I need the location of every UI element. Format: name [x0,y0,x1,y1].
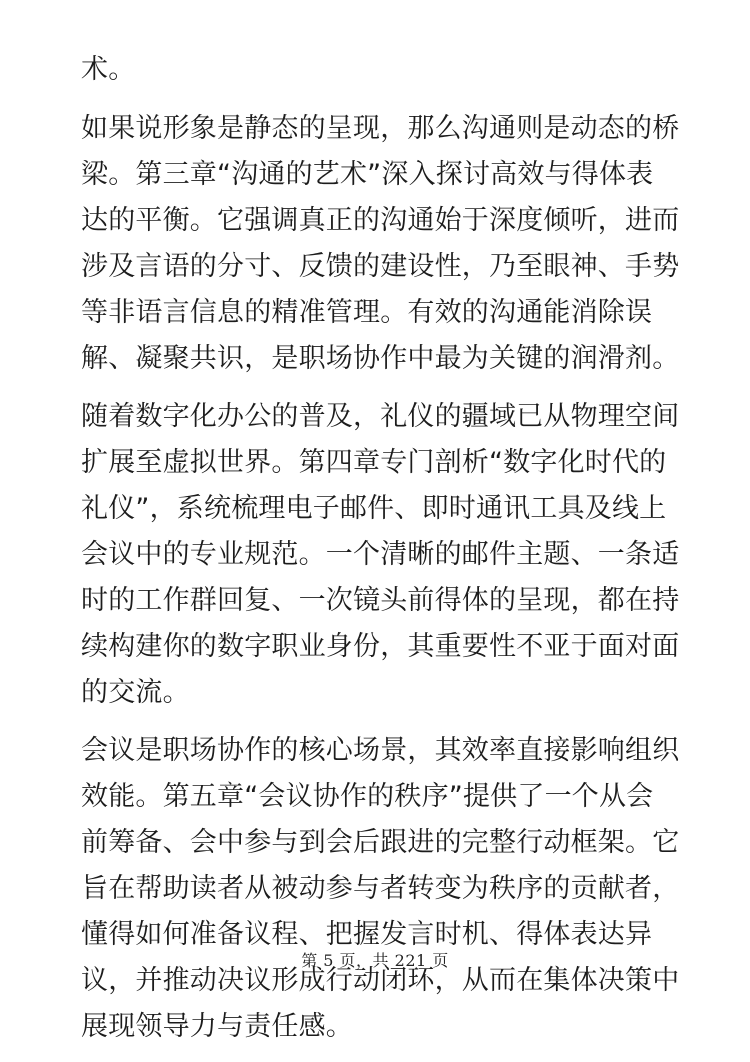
text-line: 术。 [81,54,136,85]
text-line: 懂得如何准备议程、把握发言时机、得体表达异 [81,919,653,950]
text-line: 的交流。 [81,677,190,708]
paragraph-communication [81,106,681,382]
text-line: 议，并推动决议形成行动闭环，从而在集体决策中 [81,965,680,996]
paragraph-fragment [81,47,681,93]
text-line: 会议是职场协作的核心场景，其效率直接影响组织 [81,735,680,766]
text-line: 涉及言语的分寸、反馈的建设性，乃至眼神、手势 [81,251,680,282]
text-line: 如果说形象是静态的呈现，那么沟通则是动态的桥 [81,113,680,144]
text-line: 旨在帮助读者从被动参与者转变为秩序的贡献者， [81,873,680,904]
text-line: 时的工作群回复、一次镜头前得体的呈现，都在持 [81,585,680,616]
text-line: 达的平衡。它强调真正的沟通始于深度倾听，进而 [81,205,680,236]
page-number-footer: 第 5 页，共 221 页 [301,951,449,970]
text-line: 会议中的专业规范。一个清晰的邮件主题、一条适 [81,539,680,570]
paragraph-meetings [81,728,681,1050]
text-line: 随着数字化办公的普及，礼仪的疆域已从物理空间 [81,401,680,432]
text-line: 效能。第五章“会议协作的秩序”提供了一个从会 [81,781,654,812]
paragraph-digital-etiquette [81,394,681,716]
text-line: 梁。第三章“沟通的艺术”深入探讨高效与得体表 [81,159,654,190]
text-line: 展现领导力与责任感。 [81,1011,353,1042]
text-line: 礼仪”，系统梳理电子邮件、即时通讯工具及线上 [81,493,667,524]
text-line: 前筹备、会中参与到会后跟进的完整行动框架。它 [81,827,680,858]
text-line: 等非语言信息的精准管理。有效的沟通能消除误 [81,297,653,328]
document-body [81,47,681,1062]
text-line: 解、凝聚共识，是职场协作中最为关键的润滑剂。 [81,343,680,374]
text-line: 扩展至虚拟世界。第四章专门剖析“数字化时代的 [81,447,667,478]
text-line: 续构建你的数字职业身份，其重要性不亚于面对面 [81,631,680,662]
